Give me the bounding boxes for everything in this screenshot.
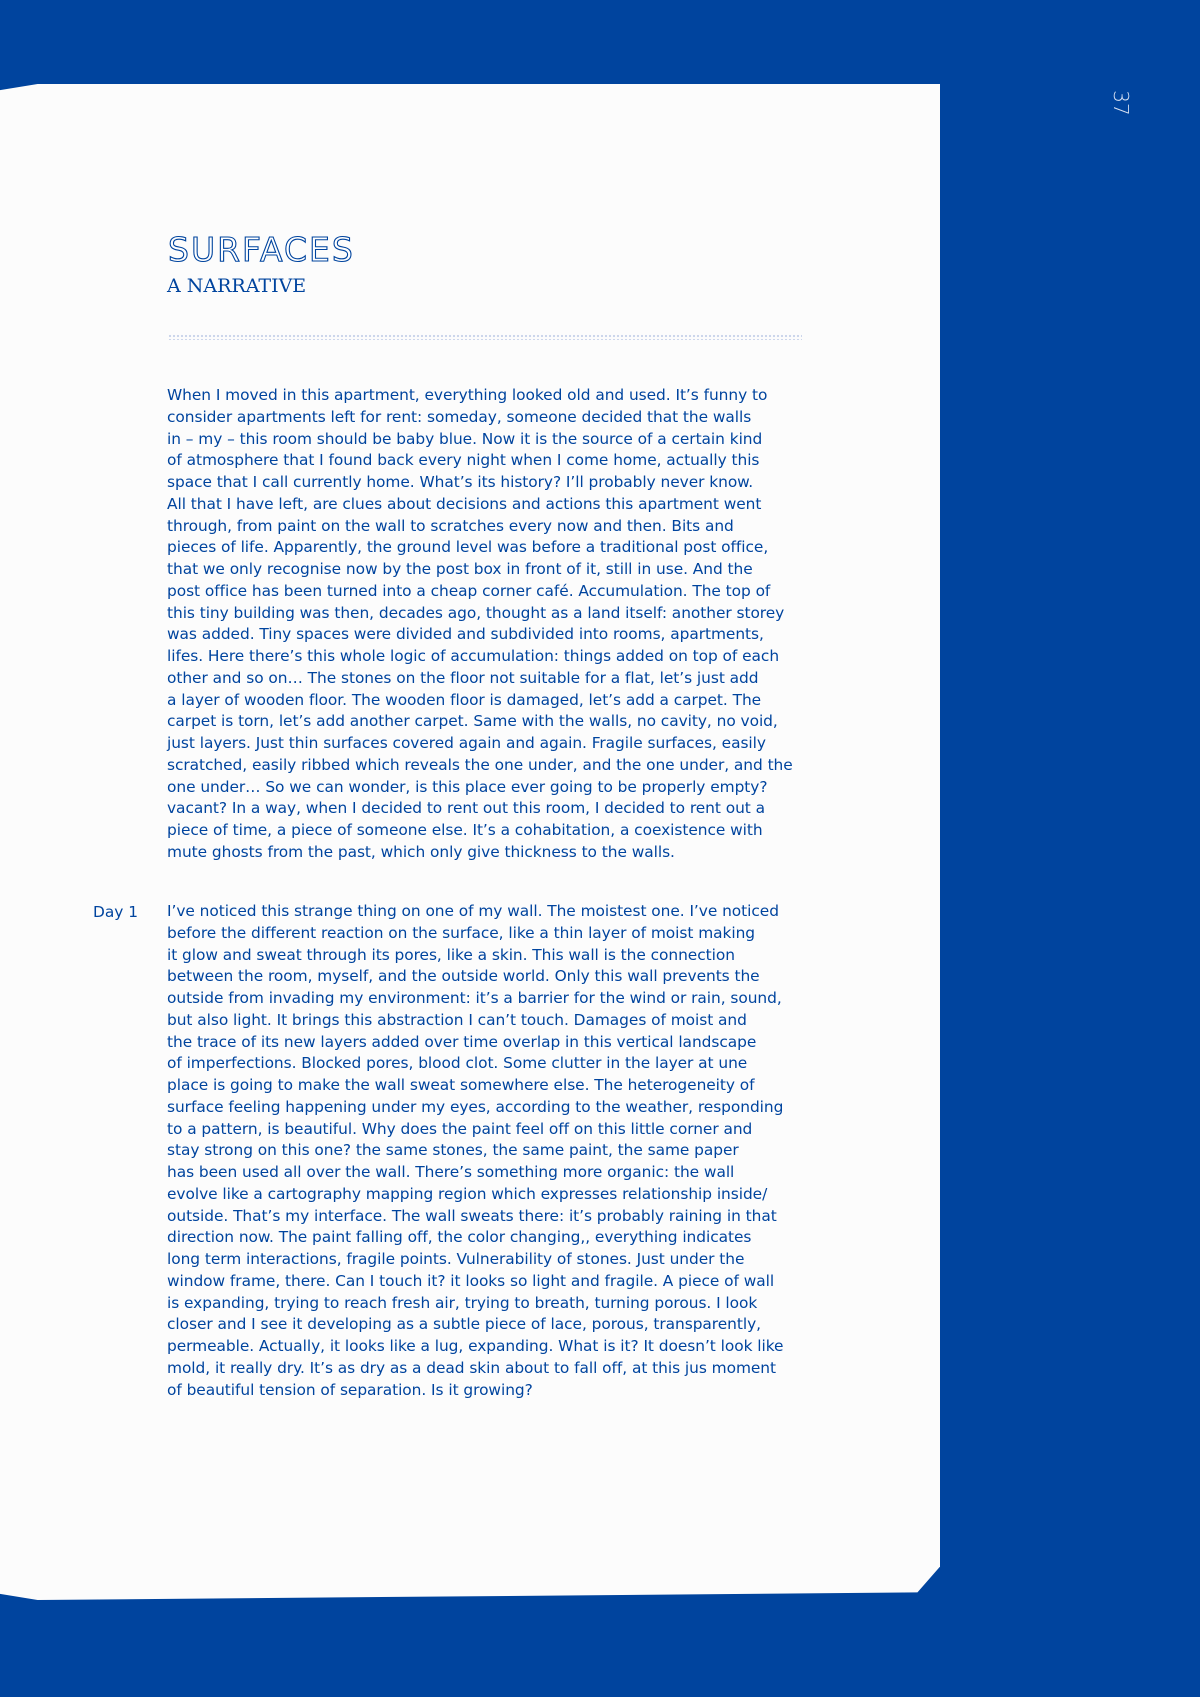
- dotted-divider: [168, 334, 802, 340]
- page-subtitle: A NARRATIVE: [167, 275, 307, 297]
- day-label: Day 1: [93, 903, 139, 921]
- day1-paragraph: I’ve noticed this strange thing on one of my wall. The moistest one. I’ve noticed before the different reaction on the surface, like a thin layer of moist making it glow and sweat through its pores, like a skin. This wall is the connection between the room, myself, and the outside world. Only this wall prevents the outside from invading my environment: it’s a barrier for the wind or rain, sound, but also light. It brings this abstraction I can’t touch. Damages of moist and the trace of its new layers added over time overlap in this vertical landscape of imperfections. Blocked pores, blood clot. Some clutter in the layer at une place is going to make the wall sweat somewhere else. The heterogeneity of surface feeling happening under my eyes, according to the weather, responding to a pattern, is beautiful. Why does the paint feel off on this little corner and stay strong on this one? the same stones, the same paint, the same paper has been used all over the wall. There’s something more organic: the wall evolve like a cartography mapping region which expresses relationship inside/ outside. That’s my interface. The wall sweats there: it’s probably raining in that direction now. The paint falling off, the color changing,, everything indicates long term interactions, fragile points. Vulnerability of stones. Just under the window frame, there. Can I touch it? it looks so light and fragile. A piece of wall is expanding, trying to reach fresh air, trying to breath, turning porous. I look closer and I see it developing as a subtle piece of lace, porous, transparently, permeable. Actually, it looks like a lug, expanding. What is it? It doesn’t look like mold, it really dry. It’s as dry as a dead skin about to fall off, at this jus moment of beautiful tension of separation. Is it growing?: [167, 902, 784, 1399]
- intro-paragraph: When I moved in this apartment, everything looked old and used. It’s funny to consider apartments left for rent: someday, someone decided that the walls in – my – this room should be baby blue. Now it is the source of a certain kind of atmosphere that I found back every night when I come home, actually this space that I call currently home. What’s its history? I’ll probably never know. All that I have left, are clues about decisions and actions this apartment went through, from paint on the wall to scratches every now and then. Bits and pieces of life. Apparently, the ground level was before a traditional post office, that we only recognise now by the post box in front of it, still in use. And the post office has been turned into a cheap corner café. Accumulation. The top of this tiny building was then, decades ago, thought as a land itself: another storey was added. Tiny spaces were divided and subdivided into rooms, apartments, lifes. Here there’s this whole logic of accumulation: things added on top of each other and so on… The stones on the floor not suitable for a flat, let’s just add a layer of wooden floor. The wooden floor is damaged, let’s add a carpet. The carpet is torn, let’s add another carpet. Same with the walls, no cavity, no void, just layers. Just thin surfaces covered again and again. Fragile surfaces, easily scratched, easily ribbed which reveals the one under, and the one under, and the one under… So we can wonder, is this place ever going to be properly empty? vacant? In a way, when I decided to rent out this room, I decided to rent out a piece of time, a piece of someone else. It’s a cohabitation, a coexistence with mute ghosts from the past, which only give thickness to the walls.: [167, 386, 793, 861]
- page-number: 37: [1109, 90, 1133, 116]
- page-title: SURFACES: [168, 230, 355, 269]
